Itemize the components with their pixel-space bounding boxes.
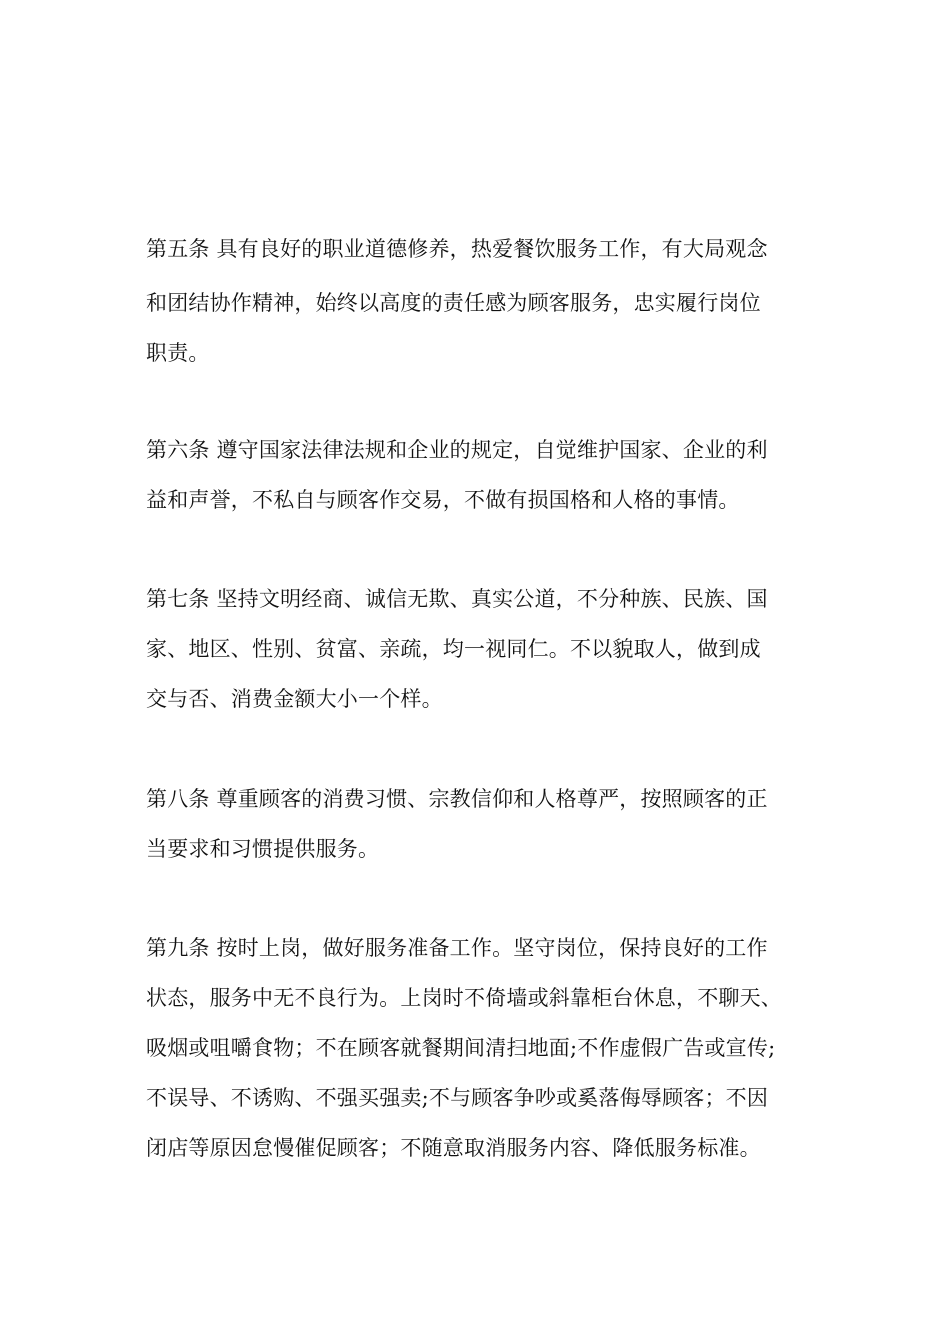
article-9-line-2: 状态，服务中无不良行为。上岗时不倚墙或斜靠柜台休息，不聊天、 [146,986,782,1010]
article-8-line-1: 第八条 尊重顾客的消费习惯、宗教信仰和人格尊严，按照顾客的正 [146,787,768,811]
article-5-line-2: 和团结协作精神，始终以高度的责任感为顾客服务，忠实履行岗位 [146,291,761,315]
article-5-line-1: 第五条 具有良好的职业道德修养，热爱餐饮服务工作，有大局观念 [146,237,768,261]
article-8-line-2: 当要求和习惯提供服务。 [146,837,380,861]
article-5-line-3: 职责。 [146,341,210,365]
article-9-line-3: 吸烟或咀嚼食物；不在顾客就餐期间清扫地面;不作虚假广告或宣传; [146,1036,776,1060]
article-6-line-1: 第六条 遵守国家法律法规和企业的规定，自觉维护国家、企业的利 [146,438,768,462]
article-9-line-4: 不误导、不诱购、不强买强卖;不与顾客争吵或奚落侮辱顾客；不因 [146,1086,769,1110]
article-7-line-3: 交与否、消费金额大小一个样。 [146,687,443,711]
article-9-line-1: 第九条 按时上岗，做好服务准备工作。坚守岗位，保持良好的工作 [146,936,768,960]
article-7-line-2: 家、地区、性别、贫富、亲疏，均一视同仁。不以貌取人，做到成 [146,637,761,661]
article-9-line-5: 闭店等原因怠慢催促顾客；不随意取消服务内容、降低服务标准。 [146,1136,761,1160]
article-7-line-1: 第七条 坚持文明经商、诚信无欺、真实公道，不分种族、民族、国 [146,587,768,611]
article-6-line-2: 益和声誉，不私自与顾客作交易，不做有损国格和人格的事情。 [146,488,740,512]
